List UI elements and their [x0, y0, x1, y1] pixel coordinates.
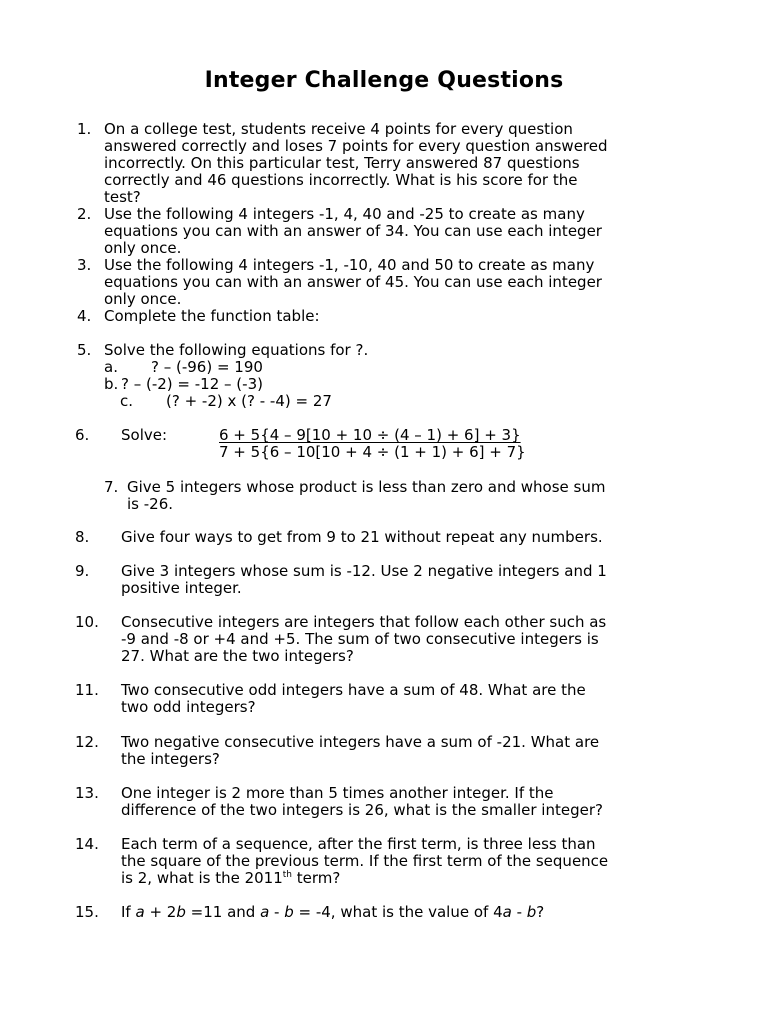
q3-line: Use the following 4 integers -1, -10, 40 and 50 to create as many	[104, 256, 595, 274]
q5b-label: b.	[104, 375, 119, 393]
q2-number: 2.	[77, 205, 92, 223]
q11-line: Two consecutive odd integers have a sum of 48. What are the	[121, 681, 586, 699]
q15-text: -	[511, 903, 527, 921]
q15-text: =11 and	[185, 903, 261, 921]
q3-number: 3.	[77, 256, 92, 274]
q11-number: 11.	[75, 681, 99, 699]
q13-line: One integer is 2 more than 5 times another integer. If the	[121, 784, 554, 802]
q9-line: positive integer.	[121, 579, 242, 597]
q7-number: 7.	[104, 478, 119, 496]
q14-line: the square of the previous term. If the first term of the sequence	[121, 852, 609, 870]
q7-line: Give 5 integers whose product is less than zero and whose sum	[127, 478, 606, 496]
q1-line: correctly and 46 questions incorrectly. What is his score for the	[104, 171, 578, 189]
q7-line: is -26.	[127, 495, 174, 513]
q4-text: Complete the function table:	[104, 307, 320, 325]
q15-variable: b	[284, 903, 294, 921]
q4-number: 4.	[77, 307, 92, 325]
q13-line: difference of the two integers is 26, what is the smaller integer?	[121, 801, 603, 819]
q5a-label: a.	[104, 358, 118, 376]
q2-line: Use the following 4 integers -1, 4, 40 and -25 to create as many	[104, 205, 585, 223]
q10-line: 27. What are the two integers?	[121, 647, 354, 665]
q5-text: Solve the following equations for ?.	[104, 341, 369, 359]
q14-line	[121, 870, 340, 887]
q1-line: answered correctly and loses 7 points for every question answered	[104, 137, 608, 155]
q15-text: = -4, what is the value of 4	[293, 903, 503, 921]
q3-line: equations you can with an answer of 45. You can use each integer	[104, 273, 602, 291]
q15-text: + 2	[144, 903, 177, 921]
q8-number: 8.	[75, 528, 90, 546]
q15-variable: a	[502, 903, 512, 921]
q15-variable: b	[526, 903, 537, 921]
q6-number: 6.	[75, 426, 90, 444]
q14-line-end: term?	[292, 869, 341, 887]
q14-line: Each term of a sequence, after the first term, is three less than	[121, 835, 596, 853]
q12-line: the integers?	[121, 750, 220, 768]
q15-variable: b	[176, 903, 186, 921]
q15-variable: a	[260, 903, 270, 921]
q15-text: If	[121, 903, 136, 921]
q14-number: 14.	[75, 835, 99, 853]
q1-number: 1.	[77, 120, 92, 138]
q15-number: 15.	[75, 903, 99, 921]
q1-line: On a college test, students receive 4 points for every question	[104, 120, 573, 138]
q15-text: ?	[536, 903, 545, 921]
q6-denominator: 7 + 5{6 – 10[10 + 4 ÷ (1 + 1) + 6] + 7}	[219, 443, 526, 461]
q15-text: -	[269, 903, 285, 921]
page-title: Integer Challenge Questions	[204, 68, 564, 93]
q10-line: -9 and -8 or +4 and +5. The sum of two consecutive integers is	[121, 630, 599, 648]
q12-number: 12.	[75, 733, 99, 751]
q10-number: 10.	[75, 613, 99, 631]
q13-number: 13.	[75, 784, 99, 802]
q9-number: 9.	[75, 562, 90, 580]
q5a-equation: ? – (-96) = 190	[151, 358, 263, 376]
q10-line: Consecutive integers are integers that follow each other such as	[121, 613, 607, 631]
q2-line: equations you can with an answer of 34. You can use each integer	[104, 222, 602, 240]
q5-number: 5.	[77, 341, 92, 359]
q14-line-text: is 2, what is the 2011	[121, 869, 283, 887]
q5b-equation: ? – (-2) = -12 – (-3)	[121, 375, 263, 393]
q5c-equation: (? + -2) x (? - -4) = 27	[166, 392, 332, 410]
q15-line	[121, 904, 544, 921]
q5c-label: c.	[120, 392, 134, 410]
q8-line: Give four ways to get from 9 to 21 without repeat any numbers.	[121, 528, 603, 546]
q1-line: incorrectly. On this particular test, Terry answered 87 questions	[104, 154, 580, 172]
q14-superscript: th	[282, 870, 292, 880]
q3-line: only once.	[104, 290, 182, 308]
q9-line: Give 3 integers whose sum is -12. Use 2 negative integers and 1	[121, 562, 607, 580]
q2-line: only once.	[104, 239, 182, 257]
q11-line: two odd integers?	[121, 698, 256, 716]
q6-numerator: 6 + 5{4 – 9[10 + 10 ÷ (4 – 1) + 6] + 3}	[219, 426, 521, 444]
q6-label: Solve:	[121, 426, 168, 444]
q15-variable: a	[135, 903, 145, 921]
q12-line: Two negative consecutive integers have a sum of -21. What are	[121, 733, 600, 751]
q1-line: test?	[104, 188, 141, 206]
